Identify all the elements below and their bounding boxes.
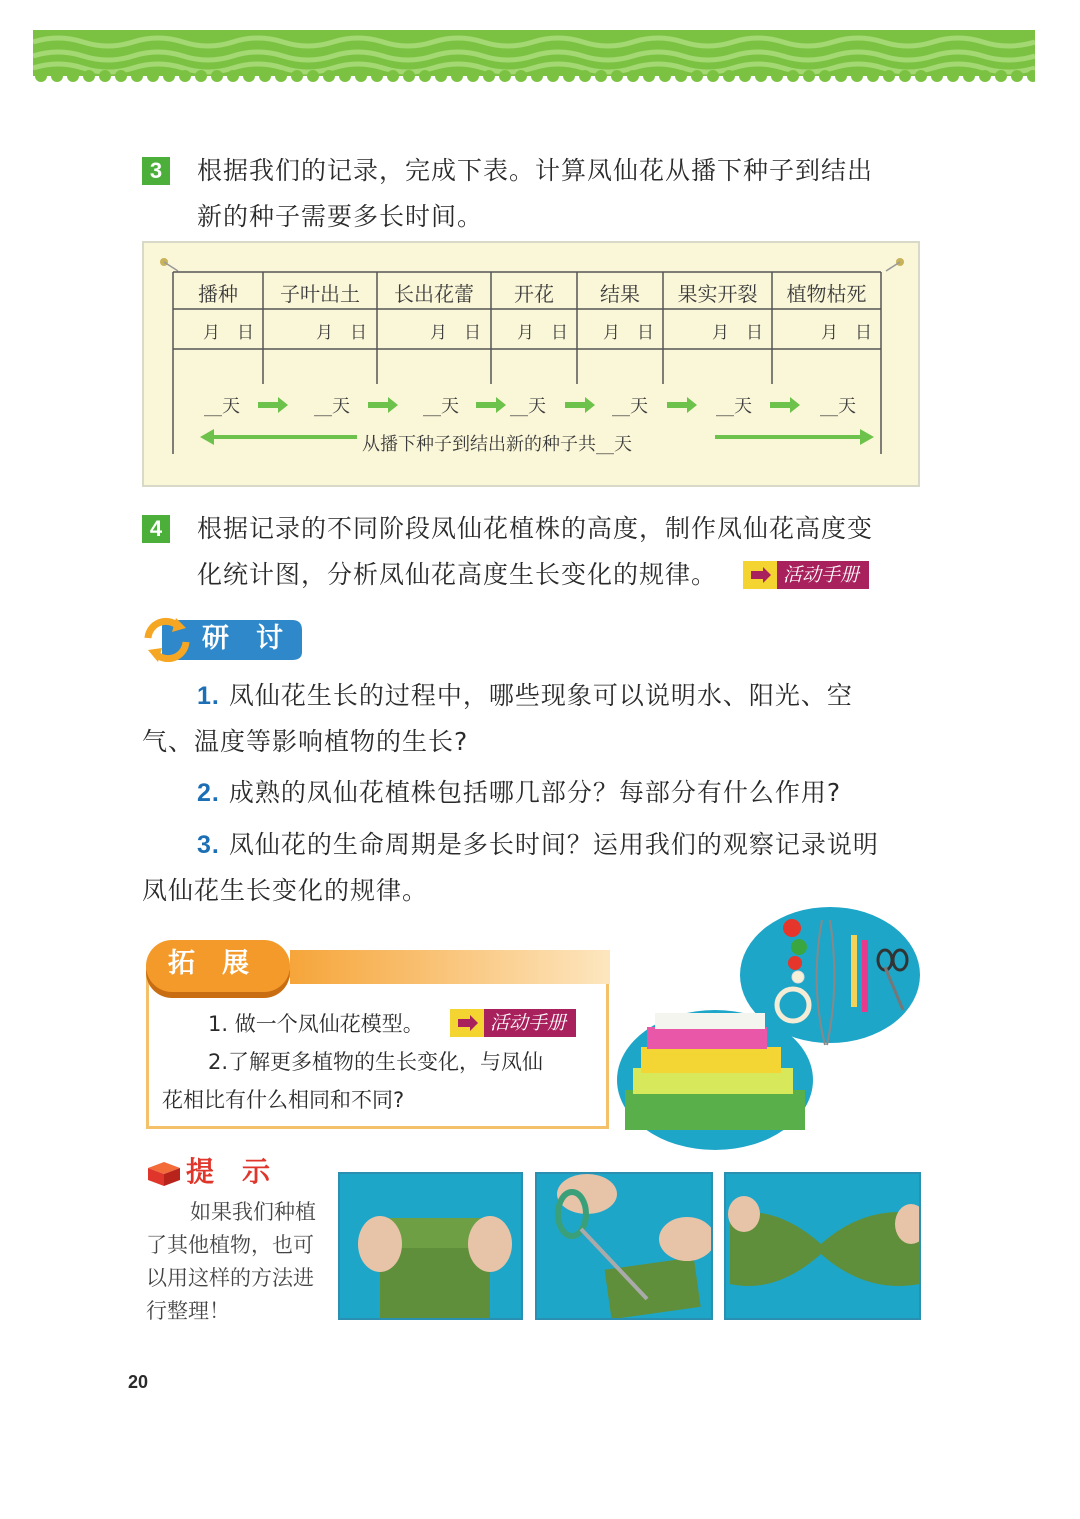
banner-scallop: [771, 70, 783, 82]
banner-scallop: [563, 70, 575, 82]
banner-scallop: [275, 70, 287, 82]
banner-scallop: [819, 70, 831, 82]
activity-handbook-label: 活动手册: [783, 564, 860, 586]
banner-scallop: [851, 70, 863, 82]
days-blank-4: __天: [510, 396, 546, 417]
banner-scallop: [131, 70, 143, 82]
banner-scallop: [995, 70, 1007, 82]
banner-scallop: [787, 70, 799, 82]
banner-scallop: [915, 70, 927, 82]
days-blank-1: __天: [204, 396, 240, 417]
banner-scallop: [515, 70, 527, 82]
banner-scallop: [1011, 70, 1023, 82]
banner-scallop: [339, 70, 351, 82]
days-blank-3: __天: [423, 396, 459, 417]
tip-box-icon: [146, 1158, 184, 1188]
banner-scallop: [739, 70, 751, 82]
banner-scallop: [707, 70, 719, 82]
banner-scallop: [227, 70, 239, 82]
pointing-hand-icon: [749, 567, 773, 583]
banner-scallop: [595, 70, 607, 82]
banner-scallop: [611, 70, 623, 82]
banner-scallop: [531, 70, 543, 82]
extend-activity-badge[interactable]: [450, 1009, 576, 1037]
activity-handbook-badge[interactable]: [743, 561, 869, 589]
banner-scallop: [883, 70, 895, 82]
banner-scallop: [723, 70, 735, 82]
banner-scallop: [579, 70, 591, 82]
page-number: 20: [128, 1372, 149, 1392]
discussion-item-1-line-2: 气、温度等影响植物的生长?: [142, 727, 469, 756]
discussion-item-2: 2. 成熟的凤仙花植株包括哪几部分？每部分有什么作用?: [197, 778, 842, 807]
days-blank-6: __天: [716, 396, 752, 417]
table-header-5: 结果: [600, 282, 640, 306]
question-4-number: 4: [142, 515, 170, 543]
extend-item-2-line-2: 花相比有什么相同和不同?: [162, 1088, 405, 1112]
date-cell-3: 月 日: [430, 323, 481, 343]
question-3-number: 3: [142, 157, 170, 185]
banner-scallop: [643, 70, 655, 82]
banner-scallop: [963, 70, 975, 82]
banner-scallop: [403, 70, 415, 82]
banner-scallop: [355, 70, 367, 82]
date-cell-7: 月 日: [821, 323, 872, 343]
discussion-item-3-line-1: 3. 凤仙花的生命周期是多长时间？运用我们的观察记录说明: [197, 830, 879, 859]
extend-activity-label: 活动手册: [490, 1012, 567, 1034]
banner-scallop: [51, 70, 63, 82]
banner-scallop: [259, 70, 271, 82]
banner-scallop: [835, 70, 847, 82]
banner-scallop: [147, 70, 159, 82]
step-photo-fold: [338, 1172, 523, 1320]
banner-scallop: [483, 70, 495, 82]
question-3-line-2: 新的种子需要多长时间。: [197, 202, 484, 231]
banner-scallop: [307, 70, 319, 82]
date-cell-4: 月 日: [517, 323, 568, 343]
banner-scallop: [83, 70, 95, 82]
banner-scallop: [243, 70, 255, 82]
banner-scallop: [115, 70, 127, 82]
discussion-item-1-line-1: 1. 凤仙花生长的过程中，哪些现象可以说明水、阳光、空: [197, 681, 853, 710]
banner-scallop: [803, 70, 815, 82]
banner-scallop: [931, 70, 943, 82]
banner-scallop: [691, 70, 703, 82]
banner-scallop: [419, 70, 431, 82]
banner-scallop: [387, 70, 399, 82]
banner-scallop: [195, 70, 207, 82]
table-header-6: 果实开裂: [677, 282, 758, 306]
tip-title: 提 示: [186, 1155, 271, 1188]
banner-scallop: [659, 70, 671, 82]
days-blank-2: __天: [314, 396, 350, 417]
banner-scallop: [899, 70, 911, 82]
date-cell-1: 月 日: [203, 323, 254, 343]
banner-scallop: [499, 70, 511, 82]
total-days-text: 从播下种子到结出新的种子共__天: [362, 434, 632, 455]
banner-scallop: [467, 70, 479, 82]
banner-scallop: [435, 70, 447, 82]
banner-scallop: [755, 70, 767, 82]
banner-scallop: [979, 70, 991, 82]
discussion-item-3-line-2: 凤仙花生长变化的规律。: [142, 876, 429, 905]
extend-item-1: 1. 做一个凤仙花模型。: [208, 1012, 424, 1036]
table-header-1: 播种: [198, 282, 238, 306]
banner-scallop: [67, 70, 79, 82]
tip-line-2: 了其他植物，也可: [146, 1233, 314, 1257]
days-blank-7: __天: [820, 396, 856, 417]
banner-scallop: [211, 70, 223, 82]
model-materials-photo: [615, 905, 925, 1150]
table-header-2: 子叶出土: [280, 282, 360, 306]
date-cell-6: 月 日: [712, 323, 763, 343]
extend-header-bar: [290, 950, 610, 984]
date-cell-2: 月 日: [316, 323, 367, 343]
days-blank-5: __天: [612, 396, 648, 417]
table-header-3: 长出花蕾: [394, 282, 474, 306]
banner-scallop: [451, 70, 463, 82]
discussion-title: 研 讨: [202, 623, 283, 654]
banner-scallop: [947, 70, 959, 82]
date-cell-5: 月 日: [603, 323, 654, 343]
table-header-7: 植物枯死: [786, 282, 867, 306]
banner-scallop: [35, 70, 47, 82]
question-4-line-1: 根据记录的不同阶段凤仙花植株的高度，制作凤仙花高度变: [197, 514, 874, 543]
question-3-line-1: 根据我们的记录，完成下表。计算凤仙花从播下种子到结出: [197, 156, 874, 185]
tip-line-1: 如果我们种植: [190, 1200, 316, 1224]
banner-scallop: [99, 70, 111, 82]
step-photo-shape: [724, 1172, 921, 1320]
banner-scallop: [179, 70, 191, 82]
pointing-hand-icon: [456, 1015, 480, 1031]
tip-line-4: 行整理！: [146, 1299, 230, 1323]
step-photo-cut: [535, 1172, 713, 1320]
banner-scallop: [371, 70, 383, 82]
question-4-line-2: 化统计图，分析凤仙花高度生长变化的规律。: [197, 560, 718, 589]
extend-title: 拓 展: [168, 948, 249, 979]
banner-scallop: [627, 70, 639, 82]
banner-scallop: [867, 70, 879, 82]
banner-scallop: [675, 70, 687, 82]
banner-scallop: [291, 70, 303, 82]
banner-scallop: [323, 70, 335, 82]
extend-item-2-line-1: 2.了解更多植物的生长变化，与凤仙: [208, 1050, 544, 1074]
top-banner: [33, 30, 1035, 86]
banner-scallop: [163, 70, 175, 82]
banner-scallop: [547, 70, 559, 82]
table-header-4: 开花: [514, 282, 554, 306]
tip-line-3: 以用这样的方法进: [146, 1266, 314, 1290]
